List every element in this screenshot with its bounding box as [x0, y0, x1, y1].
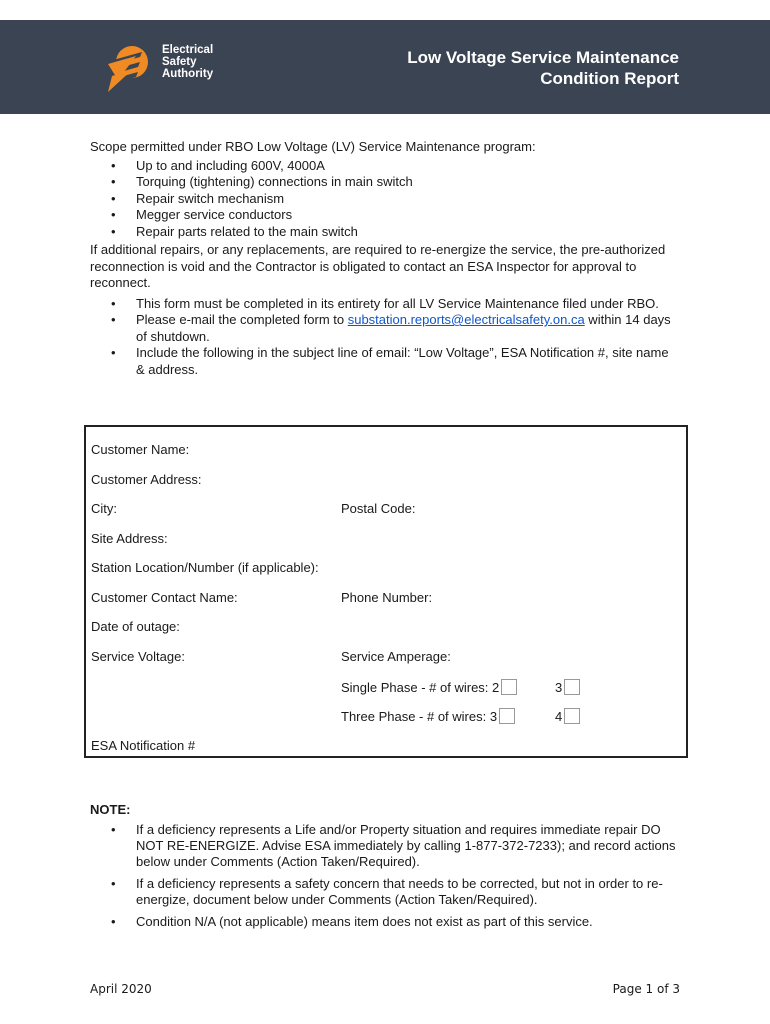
- three-phase-opt2: 4: [555, 708, 580, 724]
- list-item: • Megger service conductors: [136, 207, 680, 224]
- three-phase-4-checkbox[interactable]: [564, 708, 580, 724]
- customer-name-field[interactable]: Customer Name:: [91, 442, 190, 457]
- contact-name-field[interactable]: Customer Contact Name:: [91, 590, 238, 605]
- list-item: • Repair parts related to the main switch: [136, 224, 680, 241]
- note-title: NOTE:: [90, 802, 131, 817]
- scope-paragraph: If additional repairs, or any replacements, are required to re-energize the service, the pre-authorized reconnection is void and the Contractor is obligated to contact an ESA Inspector for approval to reconnect.: [90, 242, 666, 290]
- single-phase-3-checkbox[interactable]: [564, 679, 580, 695]
- esa-logo: [102, 40, 222, 94]
- list-item: • Please e-mail the completed form to substation.reports@electricalsafety.on.ca within 14 days of shutdown.: [136, 312, 680, 345]
- list-item: • This form must be completed in its entirety for all LV Service Maintenance filed under RBO.: [136, 296, 680, 313]
- list-item: • Up to and including 600V, 4000A: [136, 158, 680, 175]
- three-phase-row: Three Phase - # of wires: 3: [341, 708, 515, 724]
- postal-code-field[interactable]: Postal Code:: [341, 501, 416, 516]
- date-of-outage-field[interactable]: Date of outage:: [91, 619, 180, 634]
- instructions-list: [90, 296, 680, 379]
- esa-notification-field[interactable]: ESA Notification #: [91, 738, 196, 753]
- customer-info-form: [84, 425, 688, 758]
- scope-section: [90, 139, 680, 378]
- list-item: • If a deficiency represents a safety concern that needs to be corrected, but not in order to re-energize, document below under Comments (Action Taken/Required).: [136, 876, 680, 908]
- logo-text: Electrical Safety Authority: [162, 44, 214, 80]
- footer-date: April 2020: [90, 982, 152, 996]
- list-item: • Torquing (tightening) connections in main switch: [136, 174, 680, 191]
- scope-list: [90, 158, 680, 241]
- esa-flame-icon: [102, 40, 162, 96]
- phone-number-field[interactable]: Phone Number:: [341, 590, 433, 605]
- single-phase-opt2: 3: [555, 679, 580, 695]
- city-field[interactable]: City:: [91, 501, 117, 516]
- page-header: [0, 20, 770, 114]
- list-item: • Repair switch mechanism: [136, 191, 680, 208]
- single-phase-2-checkbox[interactable]: [501, 679, 517, 695]
- note-list: [90, 822, 680, 930]
- list-item: • Condition N/A (not applicable) means item does not exist as part of this service.: [136, 914, 680, 930]
- footer-page-number: Page 1 of 3: [612, 982, 680, 996]
- service-voltage-field[interactable]: Service Voltage:: [91, 649, 185, 664]
- customer-address-field[interactable]: Customer Address:: [91, 472, 202, 487]
- scope-intro: Scope permitted under RBO Low Voltage (LV) Service Maintenance program:: [90, 139, 536, 154]
- station-location-field[interactable]: Station Location/Number (if applicable):: [91, 560, 319, 575]
- three-phase-3-checkbox[interactable]: [499, 708, 515, 724]
- list-item: • If a deficiency represents a Life and/or Property situation and requires immediate repair DO NOT RE-ENERGIZE. Advise ESA immediately by calling 1-877-372-7233); and record actions below under Comments (Action Taken/Required).: [136, 822, 680, 870]
- list-item: • Include the following in the subject line of email: “Low Voltage”, ESA Notification #, site name & address.: [136, 345, 680, 378]
- note-section: [90, 802, 680, 936]
- email-link[interactable]: substation.reports@electricalsafety.on.ca: [347, 312, 585, 327]
- single-phase-row: Single Phase - # of wires: 2: [341, 679, 517, 695]
- service-amperage-field[interactable]: Service Amperage:: [341, 649, 451, 664]
- page-title: Low Voltage Service Maintenance Condition Report: [407, 48, 679, 88]
- site-address-field[interactable]: Site Address:: [91, 531, 168, 546]
